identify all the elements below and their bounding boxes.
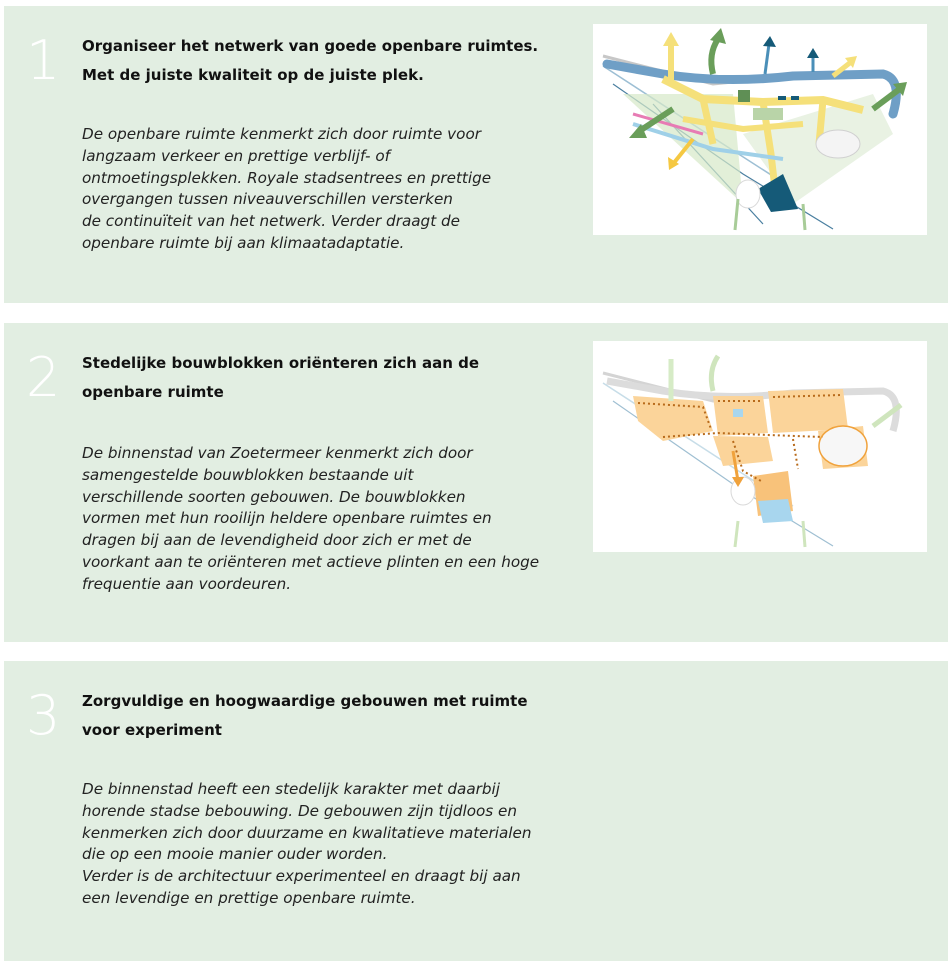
building-blocks-illustration: [593, 341, 927, 552]
section-2: [4, 323, 948, 642]
section-3: [4, 661, 948, 961]
section-title: Stedelijke bouwblokken oriënteren zich aan de openbare ruimte: [82, 354, 480, 401]
section-body: De binnenstad heeft een stedelijk karakter met daarbij horende stadse bebouwing. De gebouwen zijn tijdloos en kenmerken zich door duurzame en kwalitatieve materialen die op een mooie manier ouder worden. Verder is de architectuur experimenteel en draagt bij aan een levendige en prettige openbare ruimte.: [82, 780, 532, 907]
section-body: De binnenstad van Zoetermeer kenmerkt zich door samengestelde bouwblokken bestaande uit verschillende soorten gebouwen. De bouwblokken vormen met hun rooilijn heldere openbare ruimtes en dragen bij aan de levendigheid door zich er met de voorkant aan te oriënteren met actieve plinten en een hoge frequentie aan voordeuren.: [82, 444, 540, 593]
section-title: Organiseer het netwerk van goede openbare ruimtes. Met de juiste kwaliteit op de juiste plek.: [82, 37, 539, 84]
section-number: 1: [26, 29, 61, 92]
section-number: 3: [26, 684, 61, 747]
section-title: Zorgvuldige en hoogwaardige gebouwen met ruimte voor experiment: [82, 692, 528, 739]
building-blocks-map-image: [593, 341, 927, 552]
section-number: 2: [26, 346, 61, 409]
section-1: [4, 6, 948, 303]
network-map-image: [593, 24, 927, 235]
section-body: De openbare ruimte kenmerkt zich door ruimte voor langzaam verkeer en prettige verblijf- of ontmoetingsplekken. Royale stadsentrees en prettige overgangen tussen niveauverschillen versterken de continuïteit van het netwerk. Verder draagt de openbare ruimte bij aan klimaatadaptatie.: [82, 125, 492, 252]
network-map-illustration: [593, 24, 927, 235]
